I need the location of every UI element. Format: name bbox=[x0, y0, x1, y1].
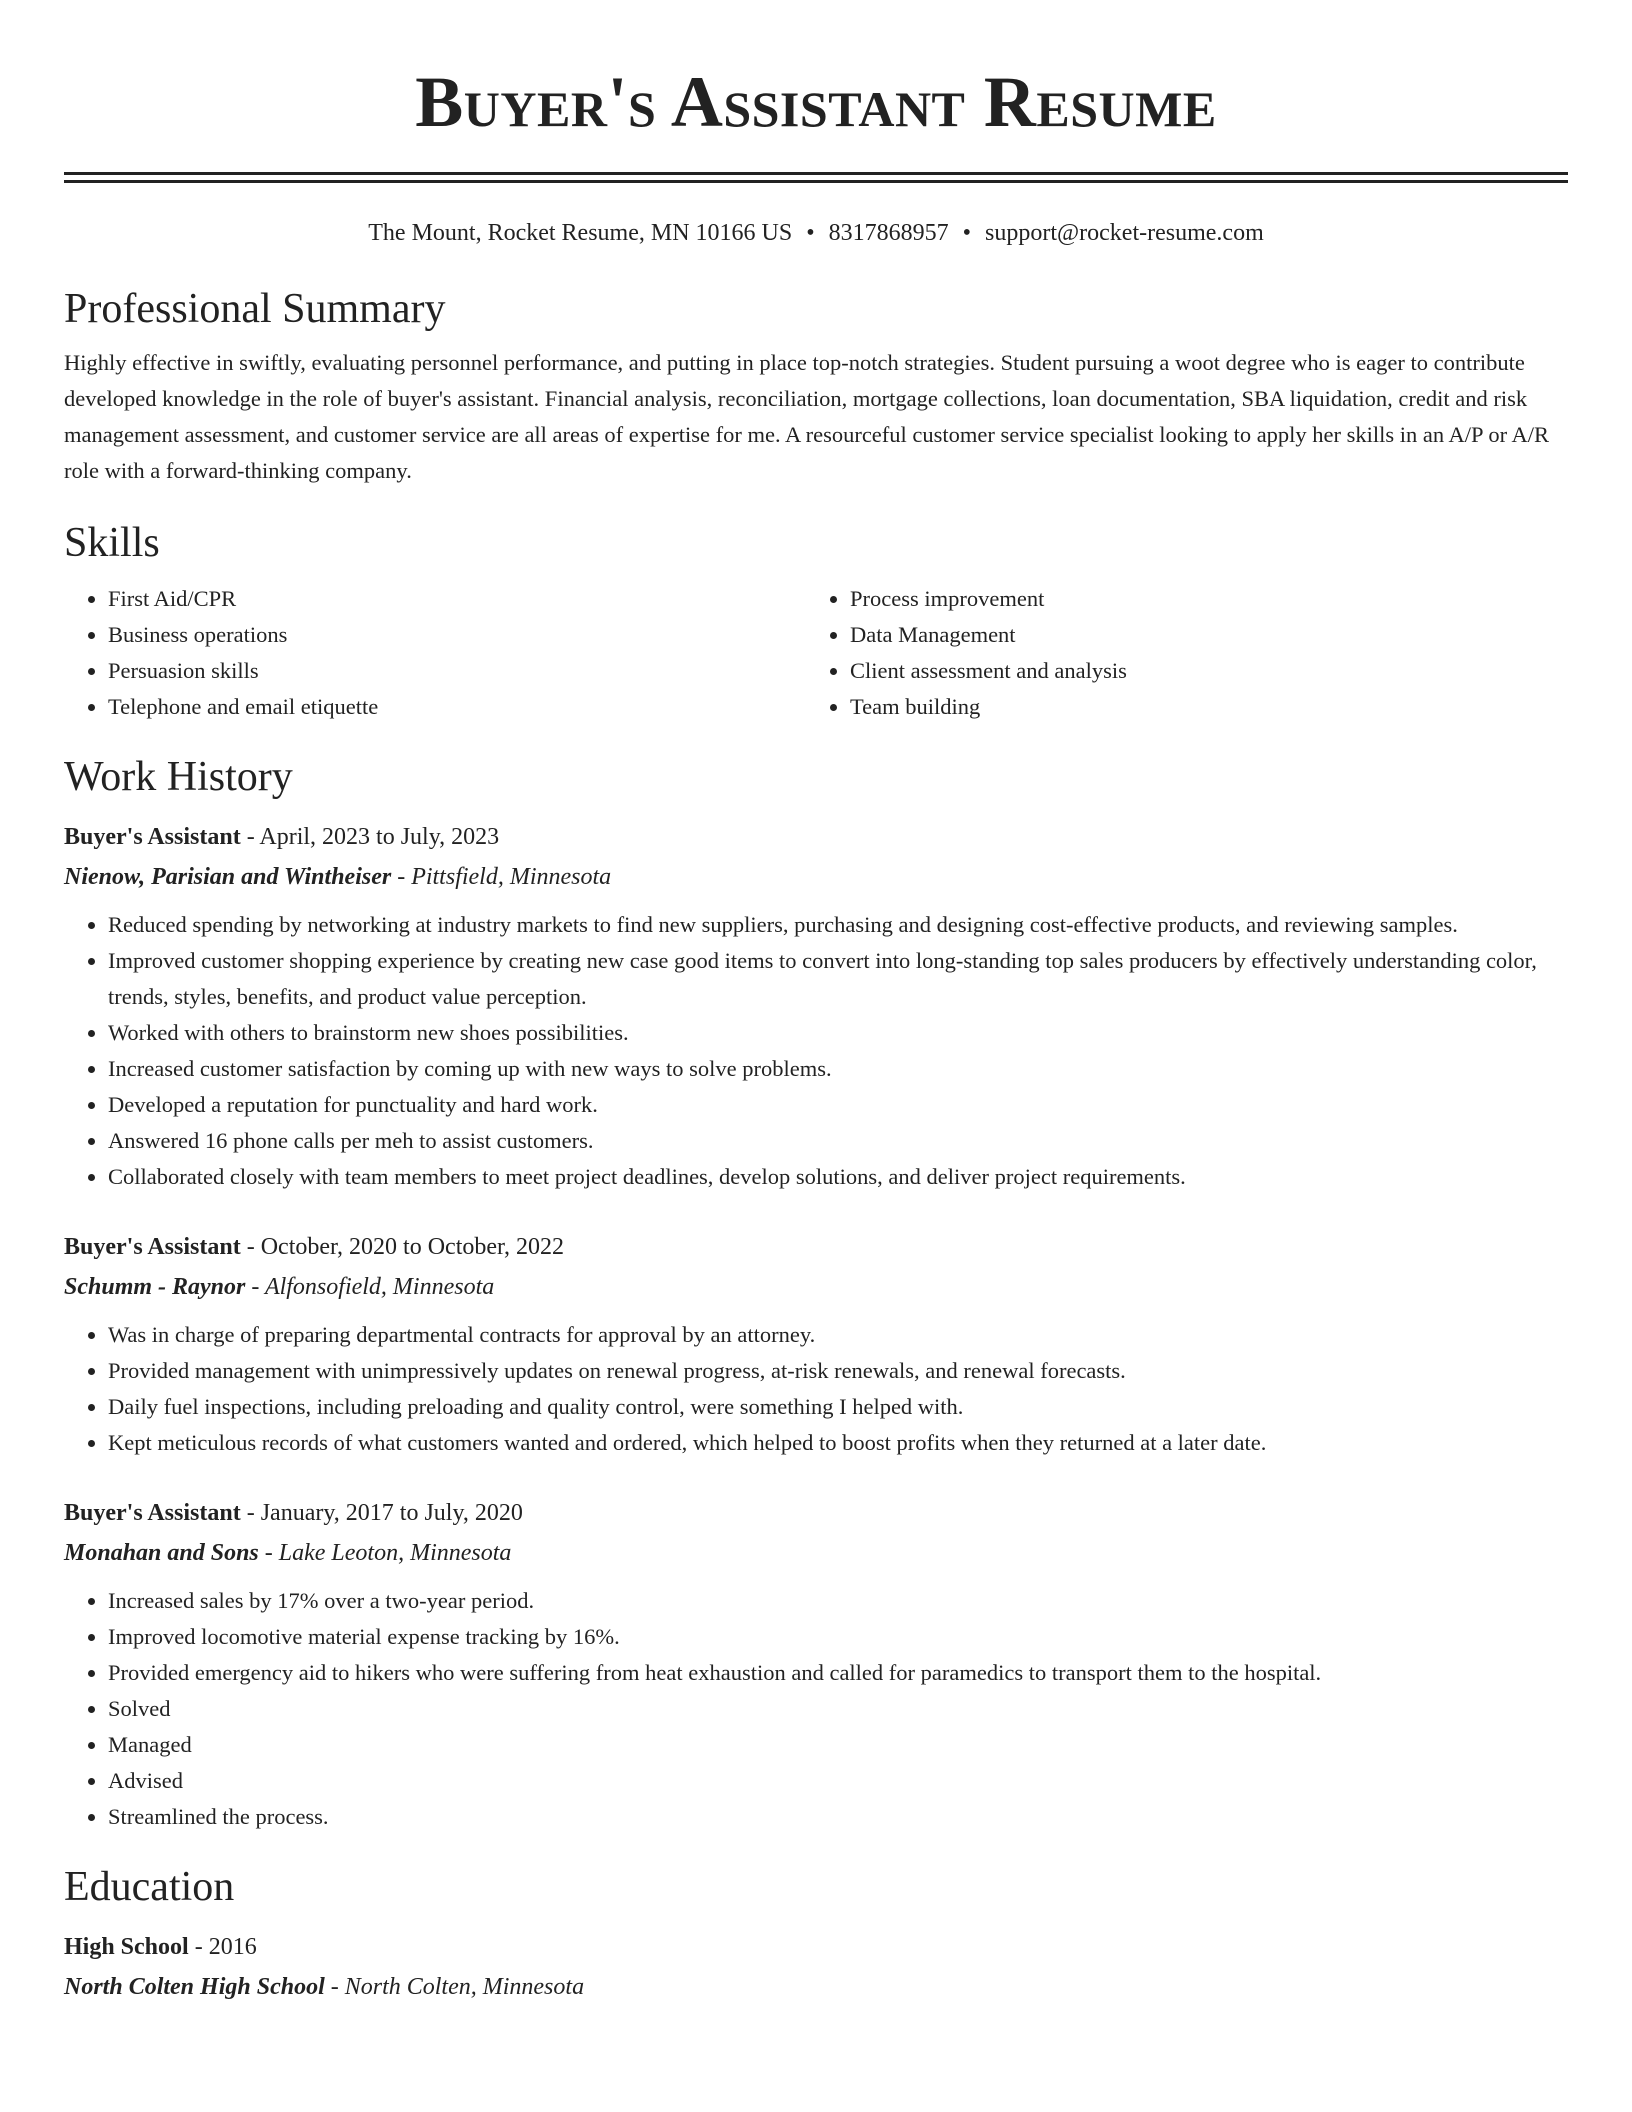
skills-columns bbox=[64, 581, 1568, 725]
skills-section bbox=[64, 517, 1568, 725]
skills-list-right bbox=[806, 581, 1548, 725]
education-year: 2016 bbox=[208, 1934, 257, 1960]
company-line bbox=[64, 1267, 1568, 1307]
contact-email: support@rocket-resume.com bbox=[985, 220, 1264, 246]
job-bullet: • Daily fuel inspections, including preloading and quality control, were something I helped with. bbox=[108, 1389, 1568, 1425]
school-name: North Colten High School bbox=[64, 1974, 325, 2000]
job-bullet: • Was in charge of preparing departmental contracts for approval by an attorney. bbox=[108, 1317, 1568, 1353]
job-bullet: • Improved customer shopping experience by creating new case good items to convert into long-standing top sales producers by effectively understanding color, trends, styles, benefits, and product value perception. bbox=[108, 943, 1568, 1015]
job-title-line bbox=[64, 1493, 1568, 1533]
skill-item: • Data Management bbox=[850, 617, 1548, 653]
company-location: Pittsfield, Minnesota bbox=[411, 864, 612, 890]
skill-item: • First Aid/CPR bbox=[108, 581, 806, 617]
summary-section bbox=[64, 283, 1568, 489]
company-location: Lake Leoton, Minnesota bbox=[278, 1540, 512, 1566]
job-bullets bbox=[64, 1317, 1568, 1461]
dash: - bbox=[245, 1274, 265, 1300]
job-bullet: • Reduced spending by networking at industry markets to find new suppliers, purchasing and designing cost-effective products, and reviewing samples. bbox=[108, 907, 1568, 943]
job-bullet: • Kept meticulous records of what customers wanted and ordered, which helped to boost profits when they returned at a later date. bbox=[108, 1425, 1568, 1461]
skills-heading: Skills bbox=[64, 520, 160, 566]
resume-title: Buyer's Assistant Resume bbox=[415, 62, 1217, 142]
dash: - bbox=[391, 864, 412, 890]
dash: - bbox=[240, 1234, 261, 1260]
job-bullet: • Collaborated closely with team members to meet project deadlines, develop solutions, and deliver project requirements. bbox=[108, 1159, 1568, 1195]
job-bullet: • Provided emergency aid to hikers who were suffering from heat exhaustion and called for paramedics to transport them to the hospital. bbox=[108, 1655, 1568, 1691]
job-dates: October, 2020 to October, 2022 bbox=[260, 1234, 565, 1260]
job-bullet: • Worked with others to brainstorm new shoes possibilities. bbox=[108, 1015, 1568, 1051]
education-heading: Education bbox=[64, 1864, 235, 1910]
job-bullet: • Solved bbox=[108, 1691, 1568, 1727]
company-name: Nienow, Parisian and Wintheiser bbox=[64, 864, 392, 890]
company-location: Alfonsofield, Minnesota bbox=[264, 1274, 495, 1300]
job-title-line bbox=[64, 817, 1568, 857]
education-section bbox=[64, 1861, 1568, 2007]
company-line bbox=[64, 857, 1568, 897]
job-bullet: • Increased sales by 17% over a two-year period. bbox=[108, 1583, 1568, 1619]
work-section bbox=[64, 751, 1568, 1835]
skills-list-left bbox=[64, 581, 806, 725]
dash: - bbox=[188, 1934, 209, 1960]
dash: - bbox=[324, 1974, 345, 2000]
job-bullets bbox=[64, 1583, 1568, 1835]
contact-phone: 8317868957 bbox=[828, 220, 949, 246]
contact-line bbox=[64, 217, 1568, 249]
contact-address: The Mount, Rocket Resume, MN 10166 US bbox=[368, 220, 793, 246]
job-bullet: • Advised bbox=[108, 1763, 1568, 1799]
skill-item: • Team building bbox=[850, 689, 1548, 725]
contact-separator: • bbox=[806, 220, 815, 246]
school-location: North Colten, Minnesota bbox=[344, 1974, 585, 2000]
skill-item: • Process improvement bbox=[850, 581, 1548, 617]
job-bullets bbox=[64, 907, 1568, 1195]
contact-separator: • bbox=[962, 220, 972, 246]
dash: - bbox=[258, 1540, 279, 1566]
skill-item: • Business operations bbox=[108, 617, 806, 653]
job-entry bbox=[64, 1493, 1568, 1835]
company-name: Schumm - Raynor bbox=[64, 1274, 246, 1300]
job-title-line bbox=[64, 1227, 1568, 1267]
job-bullet: • Answered 16 phone calls per meh to assist customers. bbox=[108, 1123, 1568, 1159]
title-divider bbox=[64, 172, 1568, 183]
job-bullet: • Streamlined the process. bbox=[108, 1799, 1568, 1835]
job-title: Buyer's Assistant bbox=[64, 824, 241, 850]
work-heading: Work History bbox=[64, 754, 293, 800]
job-dates: January, 2017 to July, 2020 bbox=[260, 1500, 523, 1526]
school-line bbox=[64, 1967, 1568, 2007]
skill-item: • Persuasion skills bbox=[108, 653, 806, 689]
education-entry bbox=[64, 1927, 1568, 2007]
education-title-line bbox=[64, 1927, 1568, 1967]
job-bullet: • Improved locomotive material expense tracking by 16%. bbox=[108, 1619, 1568, 1655]
job-entry bbox=[64, 817, 1568, 1195]
summary-text: Highly effective in swiftly, evaluating personnel performance, and putting in place top-notch strategies. Student pursuing a woot degree who is eager to contribute developed knowledge in the role of buyer's assistant. Financial analysis, reconciliation, mortgage collections, loan documentation, SBA liquidation, credit and risk management assessment, and customer service are all areas of expertise for me. A resourceful customer service specialist looking to apply her skills in an A/P or A/R role with a forward-thinking company. bbox=[64, 350, 1549, 483]
skill-item: • Telephone and email etiquette bbox=[108, 689, 806, 725]
job-dates: April, 2023 to July, 2023 bbox=[259, 824, 500, 850]
dash: - bbox=[240, 1500, 261, 1526]
job-bullet: • Managed bbox=[108, 1727, 1568, 1763]
company-name: Monahan and Sons bbox=[64, 1540, 259, 1566]
summary-heading: Professional Summary bbox=[64, 286, 446, 332]
skill-item: • Client assessment and analysis bbox=[850, 653, 1548, 689]
job-entry bbox=[64, 1227, 1568, 1461]
job-title: Buyer's Assistant bbox=[64, 1500, 241, 1526]
job-title: Buyer's Assistant bbox=[64, 1234, 241, 1260]
dash: - bbox=[240, 824, 260, 850]
education-degree: High School bbox=[64, 1934, 189, 1960]
job-bullet: • Increased customer satisfaction by coming up with new ways to solve problems. bbox=[108, 1051, 1568, 1087]
job-bullet: • Provided management with unimpressively updates on renewal progress, at-risk renewals, and renewal forecasts. bbox=[108, 1353, 1568, 1389]
company-line bbox=[64, 1533, 1568, 1573]
job-bullet: • Developed a reputation for punctuality and hard work. bbox=[108, 1087, 1568, 1123]
